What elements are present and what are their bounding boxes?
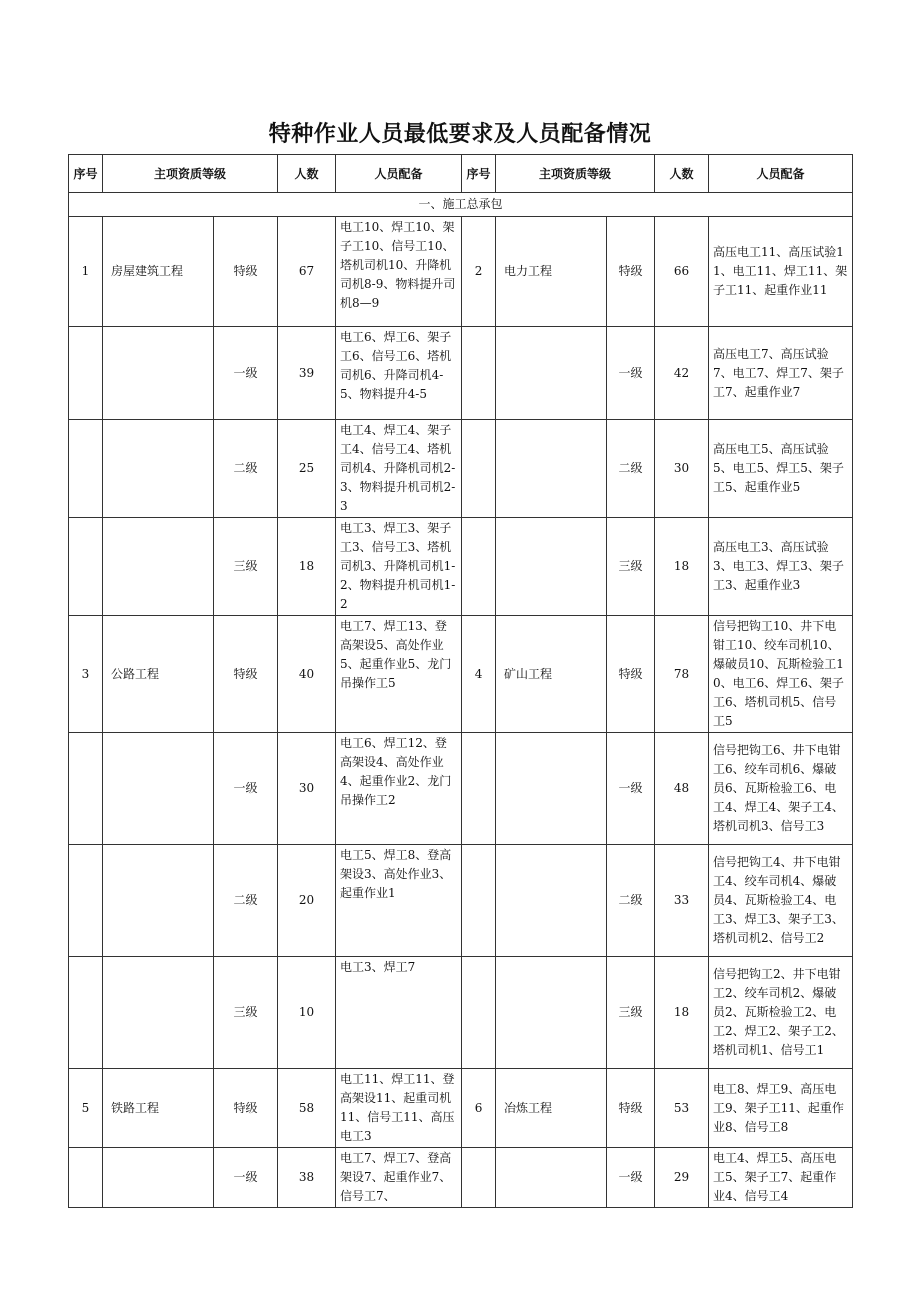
row-seq-right bbox=[462, 327, 496, 420]
row-count-right: 29 bbox=[655, 1148, 709, 1208]
row-count-right: 33 bbox=[655, 845, 709, 957]
row-count-left: 40 bbox=[278, 616, 336, 733]
row-staff-left: 电工3、焊工3、架子工3、信号工3、塔机司机3、升降机司机1-2、物料提升机司机1-2 bbox=[336, 518, 462, 616]
header-count-right: 人数 bbox=[655, 155, 709, 193]
header-staffing-right: 人员配备 bbox=[709, 155, 853, 193]
row-seq-right bbox=[462, 733, 496, 845]
row-staff-right: 高压电工11、高压试验11、电工11、焊工11、架子工11、起重作业11 bbox=[709, 217, 853, 327]
row-grade-right: 三级 bbox=[607, 957, 655, 1069]
row-grade-right: 特级 bbox=[607, 217, 655, 327]
row-staff-left: 电工11、焊工11、登高架设11、起重司机11、信号工11、高压电工3 bbox=[336, 1069, 462, 1148]
row-count-right: 18 bbox=[655, 518, 709, 616]
row-name-right: 电力工程 bbox=[496, 217, 607, 327]
row-count-left: 39 bbox=[278, 327, 336, 420]
row-staff-left: 电工3、焊工7 bbox=[336, 957, 462, 1069]
row-name-left bbox=[103, 1148, 214, 1208]
row-name-left bbox=[103, 518, 214, 616]
row-grade-left: 特级 bbox=[214, 1069, 278, 1148]
header-row bbox=[69, 155, 853, 193]
header-qualification-left: 主项资质等级 bbox=[103, 155, 278, 193]
table-row bbox=[69, 327, 853, 420]
row-count-right: 78 bbox=[655, 616, 709, 733]
row-seq-left bbox=[69, 518, 103, 616]
row-seq-left bbox=[69, 733, 103, 845]
table-row bbox=[69, 845, 853, 957]
row-staff-left: 电工7、焊工13、登高架设5、高处作业5、起重作业5、龙门吊操作工5 bbox=[336, 616, 462, 733]
row-name-right bbox=[496, 518, 607, 616]
row-grade-left: 一级 bbox=[214, 733, 278, 845]
section-title: 一、施工总承包 bbox=[69, 193, 853, 217]
row-seq-right bbox=[462, 518, 496, 616]
row-seq-right: 2 bbox=[462, 217, 496, 327]
row-seq-left: 3 bbox=[69, 616, 103, 733]
row-grade-right: 一级 bbox=[607, 327, 655, 420]
row-count-right: 42 bbox=[655, 327, 709, 420]
row-name-left: 铁路工程 bbox=[103, 1069, 214, 1148]
row-count-right: 30 bbox=[655, 420, 709, 518]
row-count-right: 48 bbox=[655, 733, 709, 845]
row-seq-left: 1 bbox=[69, 217, 103, 327]
row-staff-right: 信号把钩工4、井下电钳工4、绞车司机4、爆破员4、瓦斯检验工4、电工3、焊工3、架子工3、塔机司机2、信号工2 bbox=[709, 845, 853, 957]
row-name-right bbox=[496, 957, 607, 1069]
row-seq-right bbox=[462, 845, 496, 957]
row-name-left bbox=[103, 327, 214, 420]
row-staff-right: 信号把钩工2、井下电钳工2、绞车司机2、爆破员2、瓦斯检验工2、电工2、焊工2、架子工2、塔机司机1、信号工1 bbox=[709, 957, 853, 1069]
row-staff-left: 电工6、焊工6、架子工6、信号工6、塔机司机6、升降司机4-5、物料提升4-5 bbox=[336, 327, 462, 420]
table-row bbox=[69, 957, 853, 1069]
row-grade-right: 特级 bbox=[607, 1069, 655, 1148]
row-seq-left bbox=[69, 327, 103, 420]
row-staff-right: 高压电工7、高压试验7、电工7、焊工7、架子工7、起重作业7 bbox=[709, 327, 853, 420]
row-grade-right: 一级 bbox=[607, 733, 655, 845]
table-row bbox=[69, 733, 853, 845]
row-count-left: 18 bbox=[278, 518, 336, 616]
row-grade-right: 特级 bbox=[607, 616, 655, 733]
row-staff-left: 电工10、焊工10、架子工10、信号工10、塔机司机10、升降机司机8-9、物料提升司机8—9 bbox=[336, 217, 462, 327]
row-staff-left: 电工7、焊工7、登高架设7、起重作业7、信号工7、 bbox=[336, 1148, 462, 1208]
row-seq-left bbox=[69, 1148, 103, 1208]
header-seq-right: 序号 bbox=[462, 155, 496, 193]
row-seq-left bbox=[69, 845, 103, 957]
row-name-right: 矿山工程 bbox=[496, 616, 607, 733]
row-staff-right: 高压电工3、高压试验3、电工3、焊工3、架子工3、起重作业3 bbox=[709, 518, 853, 616]
row-grade-left: 特级 bbox=[214, 217, 278, 327]
row-count-right: 53 bbox=[655, 1069, 709, 1148]
row-grade-right: 二级 bbox=[607, 420, 655, 518]
row-grade-left: 一级 bbox=[214, 327, 278, 420]
row-staff-right: 电工8、焊工9、高压电工9、架子工11、起重作业8、信号工8 bbox=[709, 1069, 853, 1148]
row-grade-left: 一级 bbox=[214, 1148, 278, 1208]
section-row bbox=[69, 193, 853, 217]
row-count-left: 67 bbox=[278, 217, 336, 327]
row-name-left bbox=[103, 733, 214, 845]
row-count-left: 20 bbox=[278, 845, 336, 957]
row-staff-right: 信号把钩工10、井下电钳工10、绞车司机10、爆破员10、瓦斯检验工10、电工6、焊工6、架子工6、塔机司机5、信号工5 bbox=[709, 616, 853, 733]
row-staff-left: 电工5、焊工8、登高架设3、高处作业3、起重作业1 bbox=[336, 845, 462, 957]
row-count-left: 58 bbox=[278, 1069, 336, 1148]
header-qualification-right: 主项资质等级 bbox=[496, 155, 655, 193]
row-name-right bbox=[496, 733, 607, 845]
row-staff-right: 信号把钩工6、井下电钳工6、绞车司机6、爆破员6、瓦斯检验工6、电工4、焊工4、架子工4、塔机司机3、信号工3 bbox=[709, 733, 853, 845]
row-name-right bbox=[496, 845, 607, 957]
header-staffing-left: 人员配备 bbox=[336, 155, 462, 193]
row-grade-left: 二级 bbox=[214, 845, 278, 957]
row-staff-right: 高压电工5、高压试验5、电工5、焊工5、架子工5、起重作业5 bbox=[709, 420, 853, 518]
row-count-left: 30 bbox=[278, 733, 336, 845]
row-seq-left bbox=[69, 957, 103, 1069]
row-grade-right: 三级 bbox=[607, 518, 655, 616]
row-grade-right: 二级 bbox=[607, 845, 655, 957]
table-row bbox=[69, 1069, 853, 1148]
header-seq-left: 序号 bbox=[69, 155, 103, 193]
row-seq-right: 6 bbox=[462, 1069, 496, 1148]
row-seq-right: 4 bbox=[462, 616, 496, 733]
row-seq-left: 5 bbox=[69, 1069, 103, 1148]
row-seq-right bbox=[462, 957, 496, 1069]
header-count-left: 人数 bbox=[278, 155, 336, 193]
row-name-left bbox=[103, 845, 214, 957]
staffing-table bbox=[68, 154, 853, 1208]
row-grade-left: 二级 bbox=[214, 420, 278, 518]
row-grade-left: 特级 bbox=[214, 616, 278, 733]
row-grade-right: 一级 bbox=[607, 1148, 655, 1208]
row-staff-left: 电工4、焊工4、架子工4、信号工4、塔机司机4、升降机司机2-3、物料提升机司机2-3 bbox=[336, 420, 462, 518]
row-grade-left: 三级 bbox=[214, 957, 278, 1069]
row-seq-right bbox=[462, 1148, 496, 1208]
row-name-left: 房屋建筑工程 bbox=[103, 217, 214, 327]
row-count-left: 25 bbox=[278, 420, 336, 518]
table-row bbox=[69, 1148, 853, 1208]
row-count-left: 38 bbox=[278, 1148, 336, 1208]
row-seq-right bbox=[462, 420, 496, 518]
row-count-right: 18 bbox=[655, 957, 709, 1069]
row-staff-right: 电工4、焊工5、高压电工5、架子工7、起重作业4、信号工4 bbox=[709, 1148, 853, 1208]
row-name-right: 冶炼工程 bbox=[496, 1069, 607, 1148]
row-name-left: 公路工程 bbox=[103, 616, 214, 733]
row-count-right: 66 bbox=[655, 217, 709, 327]
row-staff-left: 电工6、焊工12、登高架设4、高处作业4、起重作业2、龙门吊操作工2 bbox=[336, 733, 462, 845]
row-seq-left bbox=[69, 420, 103, 518]
table-row bbox=[69, 518, 853, 616]
table-row bbox=[69, 217, 853, 327]
row-count-left: 10 bbox=[278, 957, 336, 1069]
row-name-right bbox=[496, 420, 607, 518]
row-name-left bbox=[103, 957, 214, 1069]
row-grade-left: 三级 bbox=[214, 518, 278, 616]
table-row bbox=[69, 616, 853, 733]
table-row bbox=[69, 420, 853, 518]
row-name-right bbox=[496, 327, 607, 420]
document-title: 特种作业人员最低要求及人员配备情况 bbox=[268, 122, 652, 147]
row-name-right bbox=[496, 1148, 607, 1208]
row-name-left bbox=[103, 420, 214, 518]
